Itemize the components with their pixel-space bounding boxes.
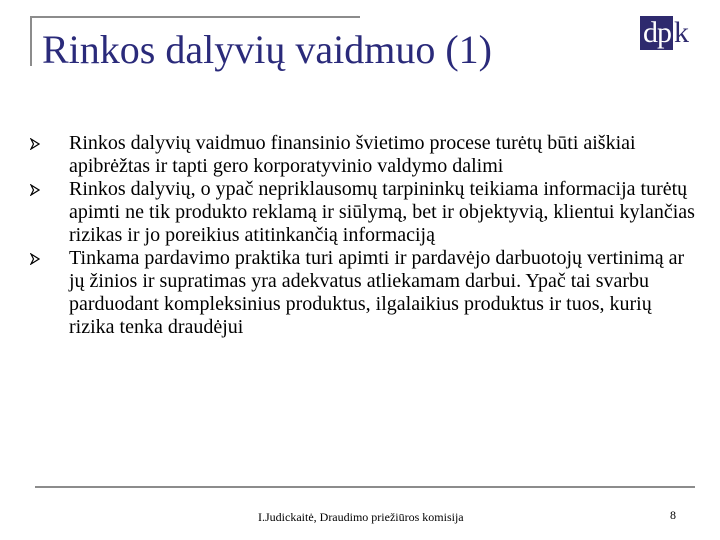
arrowhead-bullet-icon <box>30 138 40 150</box>
footer-author: I.Judickaitė, Draudimo priežiūros komisija <box>258 510 464 524</box>
dpk-logo <box>640 16 689 50</box>
bullet-item <box>30 178 700 247</box>
logo-rest-text: k <box>674 16 689 49</box>
bullet-list <box>30 132 700 339</box>
arrowhead-bullet-icon <box>30 253 40 265</box>
page-number: 8 <box>670 508 676 522</box>
footer-rule <box>35 486 695 488</box>
title-corner-horizontal-rule <box>30 16 360 18</box>
logo-box-text: dp <box>640 16 673 50</box>
bullet-text: Rinkos dalyvių vaidmuo finansinio švietimo procese turėtų būti aiškiai apibrėžtas ir tapti gero korporatyvinio valdymo dalimi <box>69 132 636 177</box>
arrowhead-bullet-icon <box>30 184 40 196</box>
bullet-item <box>30 132 700 178</box>
title-corner-vertical-rule <box>30 16 32 66</box>
bullet-text: Rinkos dalyvių, o ypač nepriklausomų tarpininkų teikiama informacija turėtų apimti ne tik produkto reklamą ir siūlymą, bet ir objektyvią, klientui kylančias rizikas ir jo poreikius atitinkančią informaciją <box>69 178 695 246</box>
bullet-item <box>30 247 700 339</box>
bullet-text: Tinkama pardavimo praktika turi apimti ir pardavėjo darbuotojų vertinimą ar jų žinios ir supratimas yra adekvatus atliekamam darbui. Ypač tai svarbu parduodant kompleksinius produktus, ilgalaikius produktus ir tuos, kurių rizika tenka draudėjui <box>69 247 685 338</box>
slide-title: Rinkos dalyvių vaidmuo (1) <box>42 27 492 72</box>
